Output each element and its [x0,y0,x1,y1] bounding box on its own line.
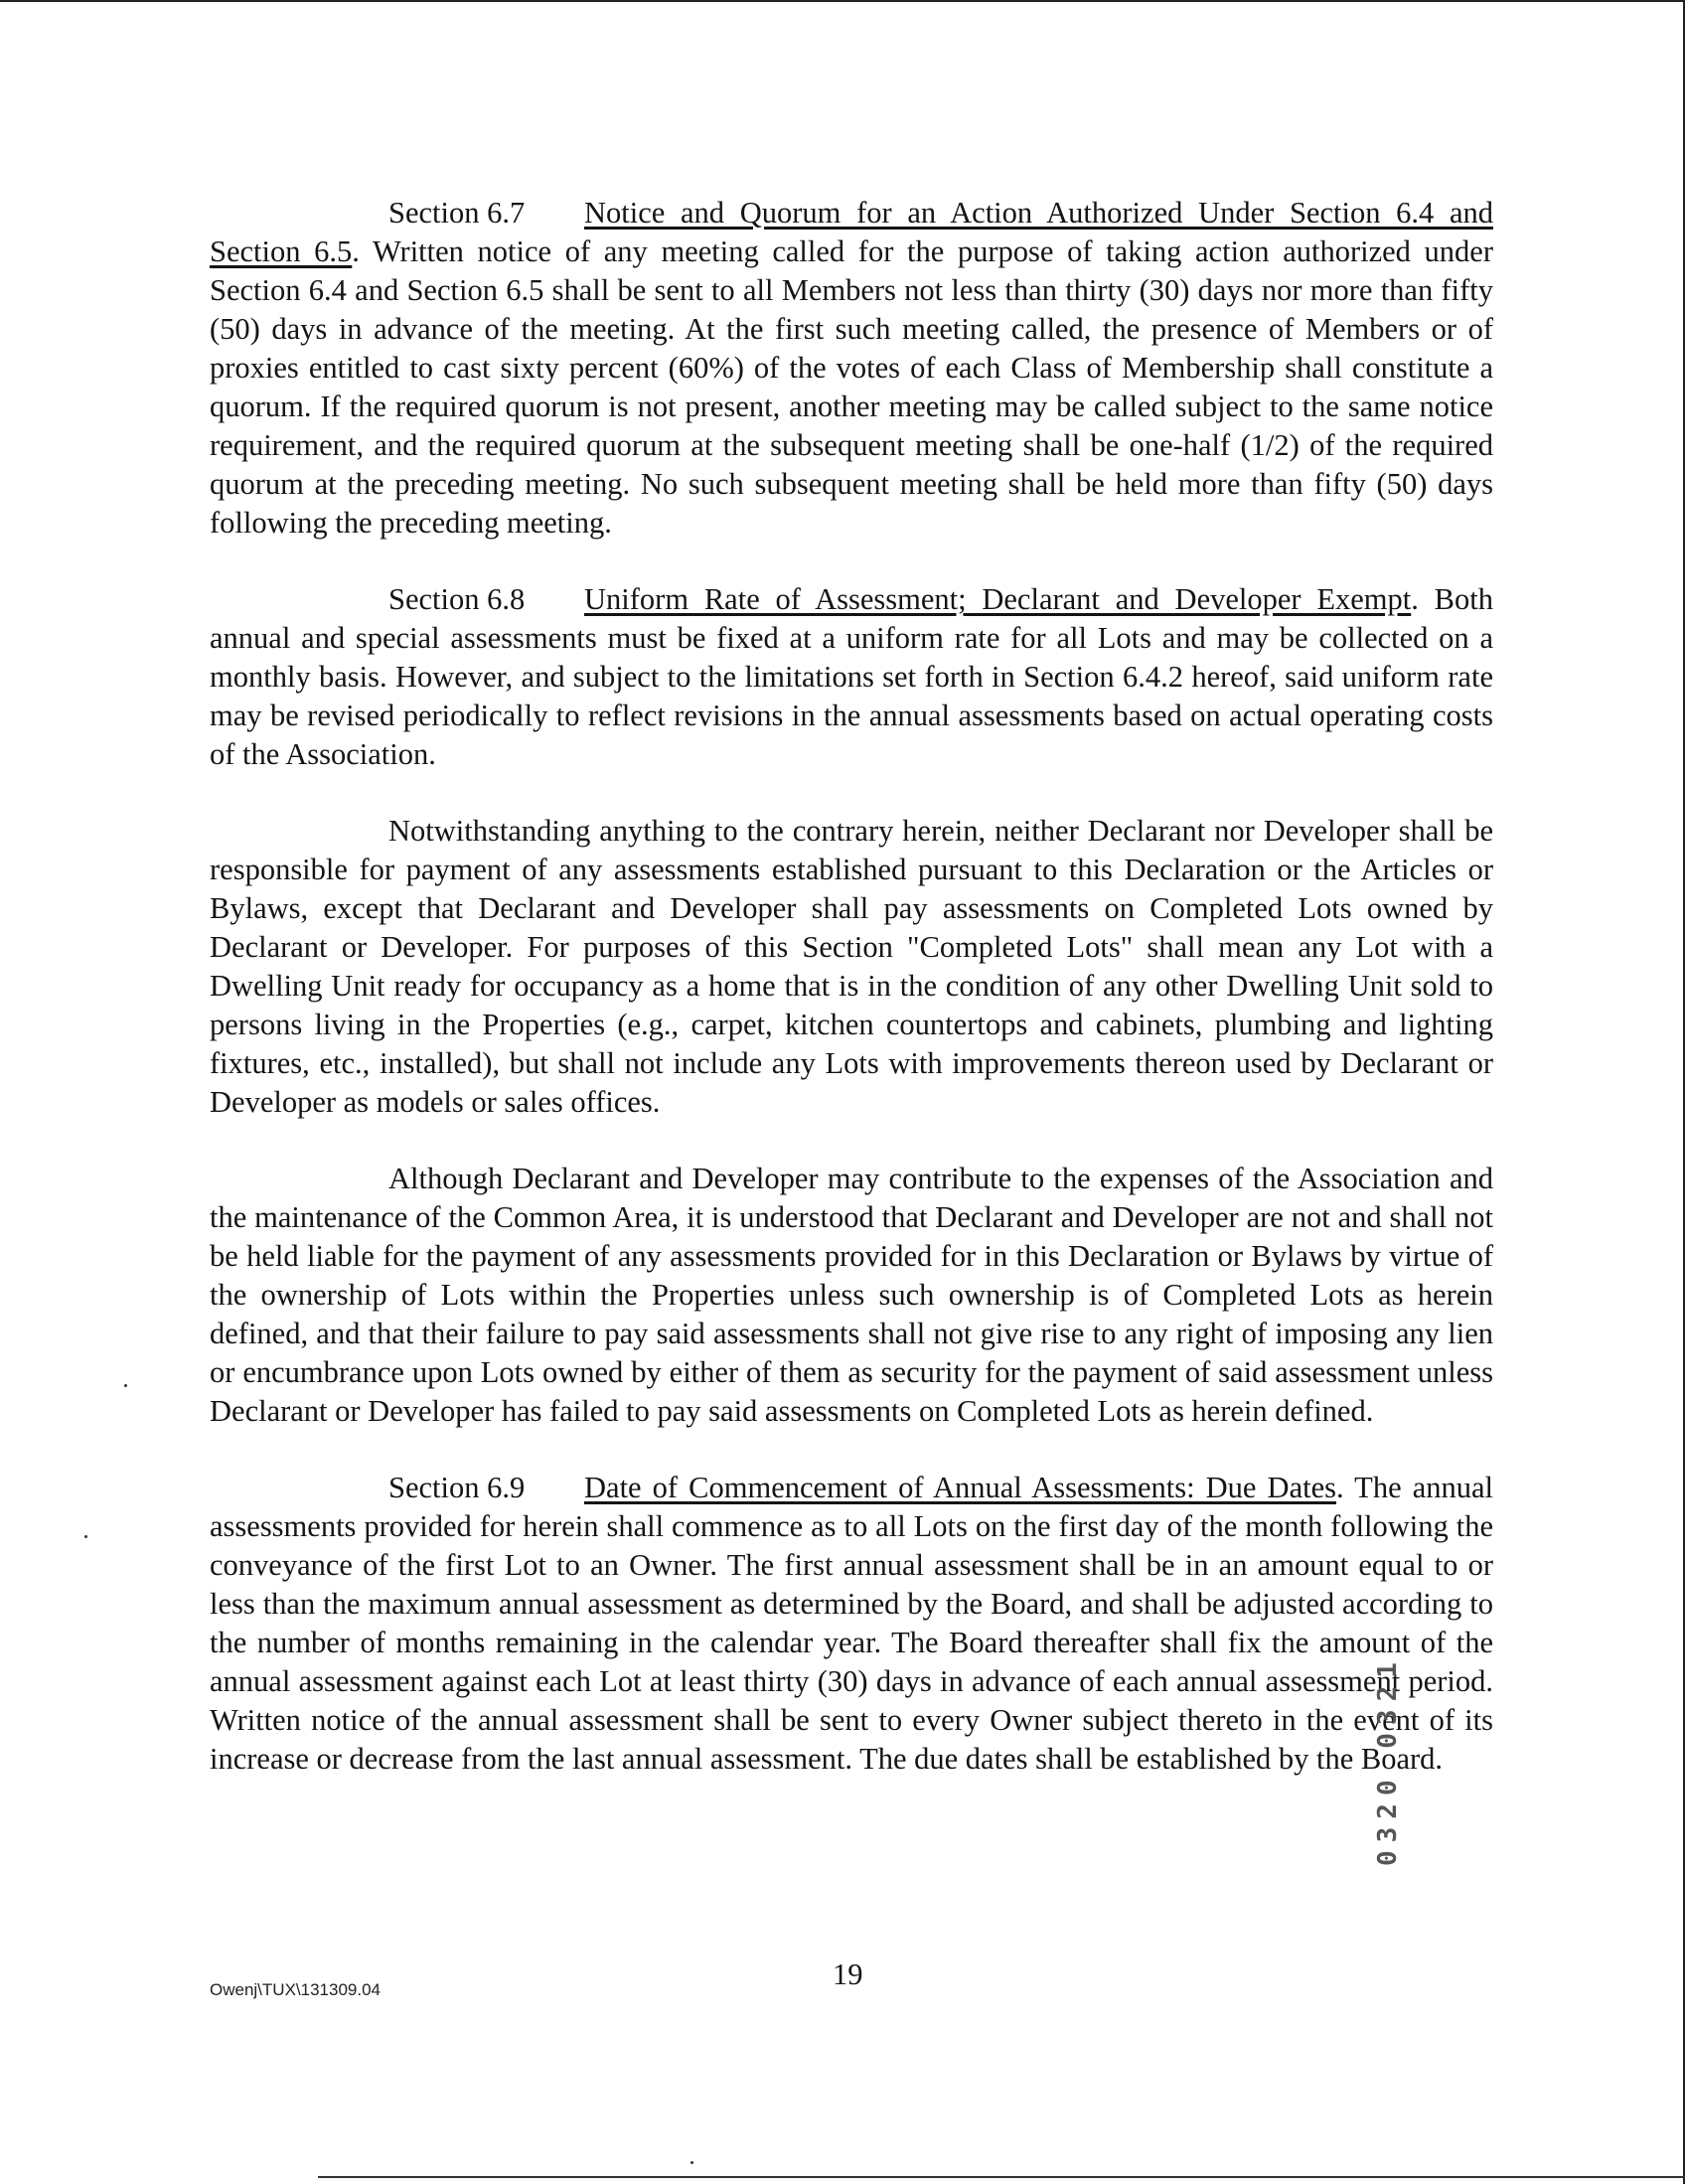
section-6-8-title: Uniform Rate of Assessment; Declarant and Developer Exempt [584,582,1412,616]
notwithstanding-paragraph: Notwithstanding anything to the contrary herein, neither Declarant nor Developer shall be responsible for payment of any assessments established pursuant to this Declaration or the Articles or Bylaws, except that Declarant and Developer shall pay assessments on Completed Lots owned by Declarant or Developer. For purposes of this Section "Completed Lots" shall mean any Lot with a Dwelling Unit ready for occupancy as a home that is in the condition of any other Dwelling Unit sold to persons living in the Properties (e.g., carpet, kitchen countertops and cabinets, plumbing and lighting fixtures, etc., installed), but shall not include any Lots with improvements thereon used by Declarant or Developer as models or sales offices. [210,814,1493,1119]
section-6-7-title: Notice and Quorum for an Action Authorized Under Section 6.4 and Section 6.5 [210,196,1493,268]
section-6-9-body: . The annual assessments provided for herein shall commence as to all Lots on the first day of the month following the conveyance of the first Lot to an Owner. The first annual assessment shall be in an amount equal to or less than the maximum annual assessment as determined by the Board, and shall be adjusted according to the number of months remaining in the calendar year. The Board thereafter shall fix the amount of the annual assessment against each Lot at least thirty (30) days in advance of each annual assessment period. Written notice of the annual assessment shall be sent to every Owner subject thereto in the event of its increase or decrease from the last annual assessment. The due dates shall be established by the Board. [210,1471,1494,1776]
paragraph-gap [210,1431,1493,1469]
margin-stamp: 0320 0321 [1373,1654,1403,1866]
scan-speck [124,1384,127,1387]
page-number: 19 [833,1957,863,1991]
paragraph-gap [210,774,1493,812]
section-6-9-paragraph [210,1469,1493,1779]
section-6-9-title: Date of Commencement of Annual Assessments: Due Dates [584,1471,1337,1504]
section-6-8-label: Section 6.8 [388,582,526,616]
document-body [210,194,1493,1779]
section-6-8-body: . Both annual and special assessments must be fixed at a uniform rate for all Lots and may be collected on a monthly basis. However, and subject to the limitations set forth in Section 6.4.2 hereof, said uniform rate may be revised periodically to reflect revisions in the annual assessments based on actual operating costs of the Association. [210,582,1493,771]
scan-speck [690,2161,693,2164]
section-6-7-body: . Written notice of any meeting called for the purpose of taking action authorized under Section 6.4 and Section 6.5 shall be sent to all Members not less than thirty (30) days nor more than fifty (50) days in advance of the meeting. At the first such meeting called, the presence of Members or of proxies entitled to cast sixty percent (60%) of the votes of each Class of Membership shall constitute a quorum. If the required quorum is not present, another meeting may be called subject to the same notice requirement, and the required quorum at the subsequent meeting shall be one-half (1/2) of the required quorum at the preceding meeting. No such subsequent meeting shall be held more than fifty (50) days following the preceding meeting. [210,234,1493,540]
scan-speck [84,1535,87,1538]
paragraph-gap [210,543,1493,580]
document-reference: Owenj\TUX\131309.04 [210,1980,381,1999]
page-bottom-edge [318,2176,1685,2178]
paragraph-gap [210,1122,1493,1160]
section-6-9-label: Section 6.9 [388,1471,526,1504]
section-6-7-label: Section 6.7 [388,196,526,230]
section-6-7-paragraph [210,194,1493,543]
although-paragraph: Although Declarant and Developer may contribute to the expenses of the Association and the maintenance of the Common Area, it is understood that Declarant and Developer are not and shall not be held liable for the payment of any assessments provided for in this Declaration or Bylaws by virtue of the ownership of Lots within the Properties unless such ownership is of Completed Lots as herein defined, and that their failure to pay said assessments shall not give rise to any right of imposing any lien or encumbrance upon Lots owned by either of them as security for the payment of said assessment unless Declarant or Developer has failed to pay said assessments on Completed Lots as herein defined. [210,1162,1493,1428]
page-top-edge [0,0,1685,2]
section-6-8-paragraph [210,580,1493,774]
